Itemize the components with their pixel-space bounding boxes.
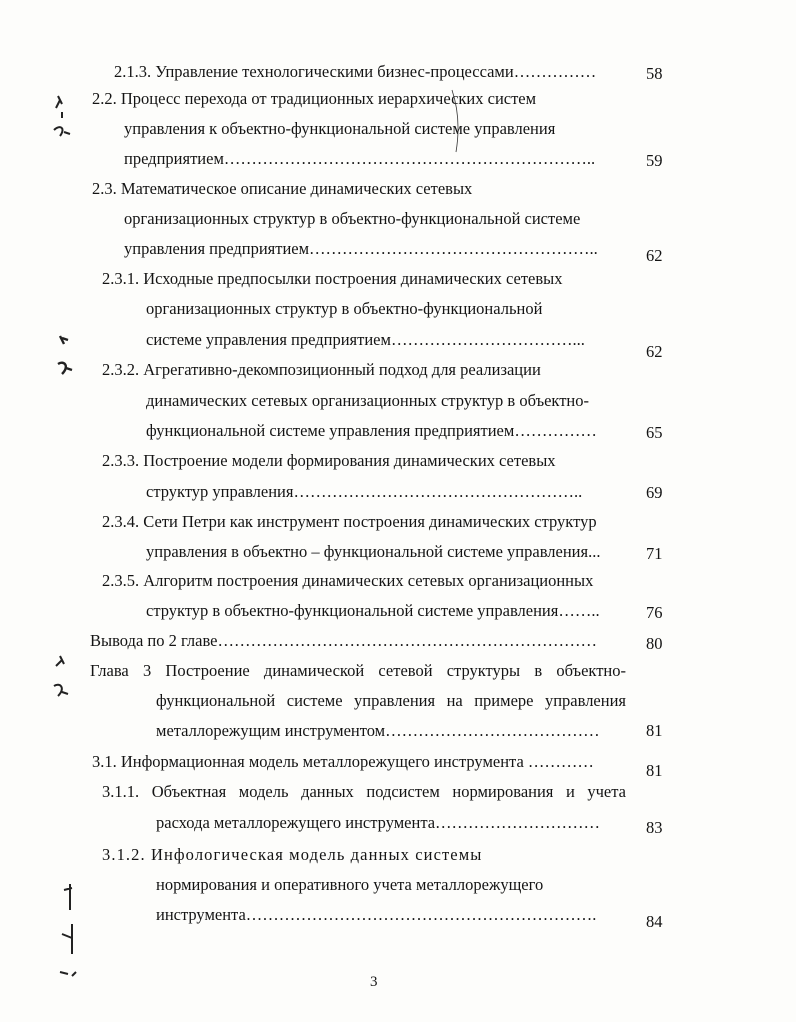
toc-entry-2-2-line3: предприятием…………………………………………………………..: [124, 149, 596, 168]
toc-entry-3-1-2-line2: нормирования и оперативного учета металлорежущего: [156, 875, 544, 894]
toc-entry-2-3-2-line3: функциональной системе управления предприятием……………: [146, 421, 597, 440]
toc-entry-2-3-4-line1: 2.3.4. Сети Петри как инструмент построения динамических структур: [102, 512, 597, 531]
toc-entry-2-3-5-line2: структур в объектно-функциональной системе управления……..: [146, 601, 600, 620]
toc-page-2-3-5: 76: [646, 603, 663, 622]
scan-mark-5: [448, 88, 468, 158]
scan-mark-3: [40, 650, 80, 710]
toc-entry-2-1-3: 2.1.3. Управление технологическими бизнес-процессами……………: [114, 62, 597, 81]
toc-page-2-3: 62: [646, 246, 663, 265]
toc-page-3-1-2: 84: [646, 912, 663, 931]
toc-entry-3-1-2-line1: 3.1.2. Инфологическая модель данных системы: [102, 845, 483, 864]
toc-entry-2-3-1-line2: организационных структур в объектно-функциональной: [146, 299, 543, 318]
toc-entry-2-2-line2: управления к объектно-функциональной системе управления: [124, 119, 556, 138]
toc-entry-2-3-4-line2: управления в объектно – функциональной системе управления...: [146, 542, 601, 561]
toc-page-3-1: 81: [646, 761, 663, 780]
toc-page-2-3-4: 71: [646, 544, 663, 563]
toc-entry-2-3-1-line3: системе управления предприятием……………………………...: [146, 330, 585, 349]
toc-page-2-3-2: 65: [646, 423, 663, 442]
toc-entry-3-1: 3.1. Информационная модель металлорежущего инструмента …………: [92, 752, 594, 771]
toc-entry-3-1-1-line2: расхода металлорежущего инструмента…………………………: [156, 813, 601, 832]
toc-entry-chapter2-conclusions: Вывода по 2 главе……………………………………………………………: [90, 631, 597, 650]
toc-entry-2-3-1-line1: 2.3.1. Исходные предпосылки построения динамических сетевых: [102, 269, 563, 288]
toc-entry-2-3-2-line1: 2.3.2. Агрегативно-декомпозиционный подход для реализации: [102, 360, 541, 379]
toc-entry-2-3-line3: управления предприятием……………………………………………..: [124, 239, 598, 258]
toc-entry-3-1-2-line3: инструмента……………………………………………………….: [156, 905, 597, 924]
toc-page-2-3-3: 69: [646, 483, 663, 502]
scan-mark-2: [50, 330, 80, 390]
toc-entry-chapter3-line3: металлорежущим инструментом…………………………………: [156, 721, 600, 740]
toc-entry-2-3-3-line2: структур управления……………………………………………..: [146, 482, 583, 501]
toc-entry-chapter3-line1: Глава 3 Построение динамической сетевой структуры в объектно-: [90, 661, 626, 680]
toc-entry-2-3-2-line2: динамических сетевых организационных структур в объектно-: [146, 391, 590, 410]
toc-page-2-3-1: 62: [646, 342, 663, 361]
page-number: 3: [370, 974, 378, 990]
toc-entry-2-3-line2: организационных структур в объектно-функциональной системе: [124, 209, 581, 228]
toc-page-3-1-1: 83: [646, 818, 663, 837]
toc-page-chapter3: 81: [646, 721, 663, 740]
toc-page-2-1-3: 58: [646, 64, 663, 83]
toc-entry-2-3-3-line1: 2.3.3. Построение модели формирования динамических сетевых: [102, 451, 556, 470]
toc-entry-2-2-line1: 2.2. Процесс перехода от традиционных иерархических систем: [92, 89, 537, 108]
scan-mark-1: [40, 90, 80, 150]
toc-page-chapter2-conclusions: 80: [646, 634, 663, 653]
toc-page-2-2: 59: [646, 151, 663, 170]
toc-entry-3-1-1-line1: 3.1.1. Объектная модель данных подсистем нормирования и учета: [102, 782, 626, 801]
toc-entry-2-3-5-line1: 2.3.5. Алгоритм построения динамических сетевых организационных: [102, 571, 594, 590]
scan-mark-4: [48, 880, 88, 990]
toc-entry-chapter3-line2: функциональной системе управления на примере управления: [156, 691, 626, 710]
toc-entry-2-3-line1: 2.3. Математическое описание динамических сетевых: [92, 179, 473, 198]
